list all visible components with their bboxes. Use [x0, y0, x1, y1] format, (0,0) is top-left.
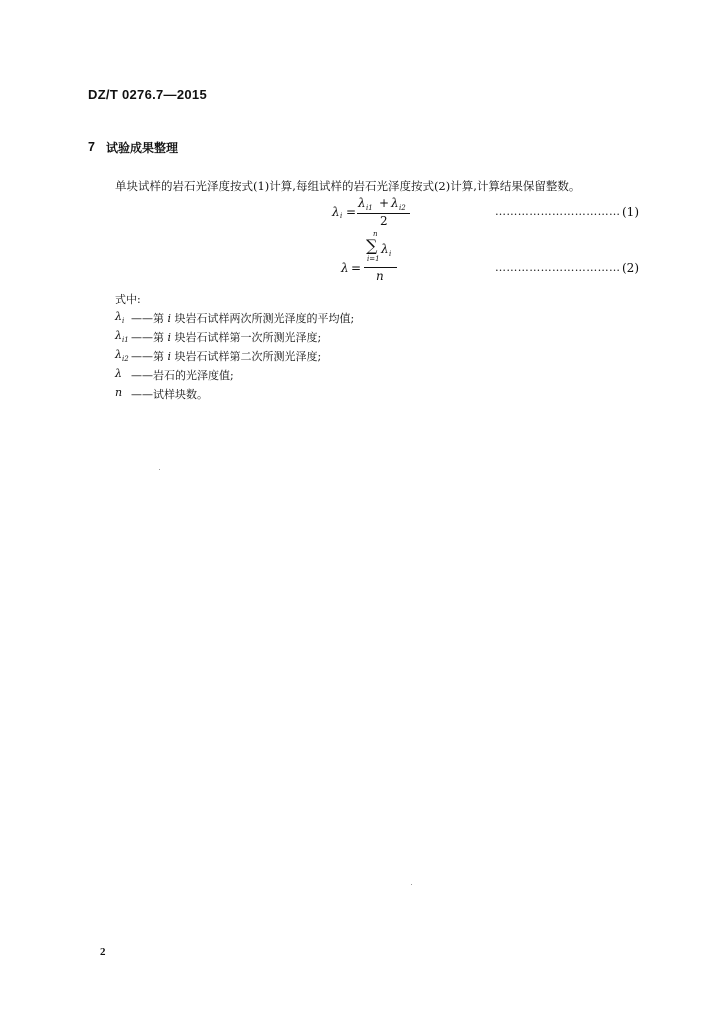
scan-speck — [159, 469, 160, 470]
definition-symbol: $\lambda_{i2}$ — [115, 348, 129, 364]
formula-1-lhs-sub: i — [340, 212, 343, 220]
page-number: 2 — [100, 946, 106, 958]
formula-2-fraction-bar — [364, 267, 397, 268]
formula-2-sum-upper: n — [373, 230, 378, 238]
definition-symbol: $\lambda_{i1}$ — [115, 329, 129, 345]
definition-text: ——第 i 块岩石试样第二次所测光泽度; — [131, 350, 322, 363]
formula-1-num-a: λ — [358, 196, 366, 210]
standard-code-header: DZ/T 0276.7—2015 — [88, 87, 207, 102]
formula-1-leader: …………………………… — [495, 205, 621, 218]
formula-1-denominator: 2 — [380, 214, 388, 228]
formula-2-denominator: n — [376, 269, 384, 283]
definition-symbol: n — [115, 386, 123, 399]
formula-1-num-b: λ — [391, 196, 399, 210]
section-title: 试验成果整理 — [106, 141, 179, 155]
formula-1-equals: = — [346, 205, 357, 219]
formula-1-plus: + — [379, 196, 390, 210]
formula-2-lhs: λ — [341, 261, 349, 275]
where-label: 式中: — [115, 293, 141, 306]
formula-1-lhs: λ — [332, 205, 340, 219]
formula-2-summand: λ — [381, 242, 389, 256]
formula-1-num-a-sub: i1 — [366, 204, 373, 212]
formula-2-leader: …………………………… — [495, 261, 621, 274]
formula-2-sum-lower: i=1 — [367, 255, 380, 263]
formula-2-equals: = — [351, 261, 362, 275]
definition-text: ——岩石的光泽度值; — [131, 369, 234, 382]
formula-1-number: (1) — [622, 205, 639, 219]
section-number: 7 — [88, 140, 95, 154]
definition-symbol: λ — [115, 367, 122, 380]
formula-2-sum-sign: ∑ — [366, 236, 378, 255]
definition-text: ——第 i 块岩石试样第一次所测光泽度; — [131, 331, 322, 344]
formula-2-number: (2) — [622, 261, 639, 275]
definition-symbol: $\lambda_i$ — [115, 310, 125, 326]
body-paragraph: 单块试样的岩石光泽度按式(1)计算,每组试样的岩石光泽度按式(2)计算,计算结果保留整数。 — [115, 179, 581, 193]
definition-text: ——第 i 块岩石试样两次所测光泽度的平均值; — [131, 312, 355, 325]
formula-1-num-b-sub: i2 — [399, 204, 406, 212]
formula-2-summand-sub: i — [389, 250, 392, 258]
definition-text: ——试样块数。 — [131, 388, 208, 401]
scan-speck — [411, 884, 412, 885]
